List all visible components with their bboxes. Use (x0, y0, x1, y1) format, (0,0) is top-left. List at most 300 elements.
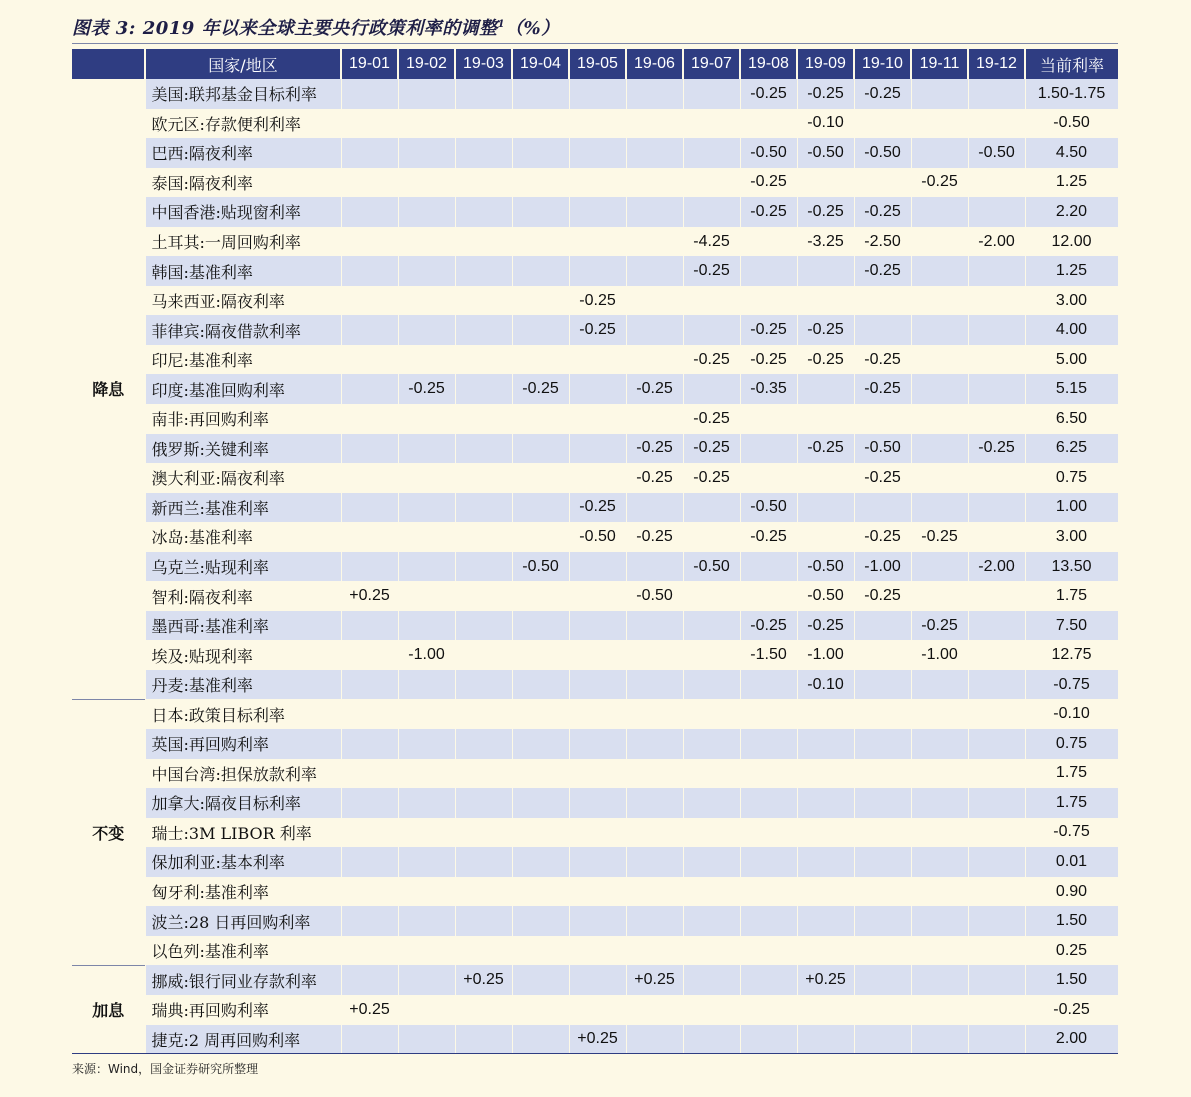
adjustment-cell (626, 227, 683, 257)
adjustment-cell (968, 906, 1025, 936)
adjustment-cell (341, 906, 398, 936)
rate-adjustment-table (72, 49, 1119, 1054)
adjustment-cell (341, 374, 398, 404)
adjustment-cell (626, 404, 683, 434)
adjustment-cell (512, 1025, 569, 1055)
adjustment-cell (398, 847, 455, 877)
adjustment-cell (569, 168, 626, 198)
adjustment-cell (626, 197, 683, 227)
current-rate-cell: 5.15 (1025, 374, 1118, 404)
adjustment-cell (911, 227, 968, 257)
adjustment-cell (569, 877, 626, 907)
adjustment-cell (455, 109, 512, 139)
adjustment-cell (911, 345, 968, 375)
adjustment-cell (797, 936, 854, 966)
adjustment-cell (455, 788, 512, 818)
adjustment-cell (455, 286, 512, 316)
adjustment-cell (569, 640, 626, 670)
adjustment-cell (569, 906, 626, 936)
adjustment-cell (512, 699, 569, 729)
adjustment-cell (740, 1025, 797, 1055)
adjustment-cell: -0.50 (797, 138, 854, 168)
current-rate-cell: 0.25 (1025, 936, 1118, 966)
figure-title-unit: （%） (505, 18, 560, 39)
current-rate-cell: 0.75 (1025, 463, 1118, 493)
adjustment-cell (968, 847, 1025, 877)
adjustment-cell (854, 906, 911, 936)
current-rate-cell: -0.25 (1025, 995, 1118, 1025)
country-rate-name: 挪威:银行同业存款利率 (145, 965, 341, 995)
adjustment-cell: -0.10 (797, 670, 854, 700)
table-row (72, 699, 1118, 729)
adjustment-cell (968, 168, 1025, 198)
adjustment-cell (911, 138, 968, 168)
adjustment-cell (569, 256, 626, 286)
current-rate-cell: 1.50 (1025, 965, 1118, 995)
adjustment-cell (455, 552, 512, 582)
table-row (72, 581, 1118, 611)
table-row (72, 286, 1118, 316)
adjustment-cell (911, 759, 968, 789)
adjustment-cell (569, 404, 626, 434)
adjustment-cell (512, 493, 569, 523)
adjustment-cell (740, 729, 797, 759)
adjustment-cell (740, 759, 797, 789)
current-rate-cell: 0.01 (1025, 847, 1118, 877)
adjustment-cell (683, 906, 740, 936)
header-country: 国家/地区 (145, 49, 341, 79)
adjustment-cell (341, 788, 398, 818)
adjustment-cell: -0.50 (626, 581, 683, 611)
adjustment-cell (911, 463, 968, 493)
adjustment-cell (911, 1025, 968, 1055)
adjustment-cell (911, 877, 968, 907)
adjustment-cell (968, 759, 1025, 789)
adjustment-cell (683, 699, 740, 729)
current-rate-cell: 2.20 (1025, 197, 1118, 227)
adjustment-cell (626, 670, 683, 700)
adjustment-cell (626, 493, 683, 523)
adjustment-cell (341, 109, 398, 139)
current-rate-cell: 1.50 (1025, 906, 1118, 936)
header-month: 19-07 (683, 49, 740, 79)
adjustment-cell (569, 197, 626, 227)
adjustment-cell (911, 404, 968, 434)
adjustment-cell: -1.00 (911, 640, 968, 670)
adjustment-cell (398, 877, 455, 907)
adjustment-cell (968, 640, 1025, 670)
header-group-spacer (72, 49, 145, 79)
group-label: 加息 (72, 965, 145, 1054)
country-rate-name: 瑞典:再回购利率 (145, 995, 341, 1025)
adjustment-cell (968, 374, 1025, 404)
country-rate-name: 匈牙利:基准利率 (145, 877, 341, 907)
adjustment-cell (626, 936, 683, 966)
table-row (72, 640, 1118, 670)
country-rate-name: 泰国:隔夜利率 (145, 168, 341, 198)
country-rate-name: 菲律宾:隔夜借款利率 (145, 315, 341, 345)
adjustment-cell (911, 847, 968, 877)
adjustment-cell (854, 286, 911, 316)
adjustment-cell (455, 670, 512, 700)
adjustment-cell (626, 611, 683, 641)
adjustment-cell (968, 345, 1025, 375)
current-rate-cell: 7.50 (1025, 611, 1118, 641)
adjustment-cell (683, 847, 740, 877)
adjustment-cell (683, 729, 740, 759)
adjustment-cell (626, 345, 683, 375)
adjustment-cell: -0.25 (683, 434, 740, 464)
adjustment-cell (455, 759, 512, 789)
current-rate-cell: -0.50 (1025, 109, 1118, 139)
adjustment-cell (911, 197, 968, 227)
adjustment-cell: -0.25 (797, 79, 854, 109)
adjustment-cell (512, 197, 569, 227)
adjustment-cell (854, 404, 911, 434)
adjustment-cell (968, 699, 1025, 729)
adjustment-cell (797, 374, 854, 404)
adjustment-cell (683, 79, 740, 109)
adjustment-cell (569, 374, 626, 404)
adjustment-cell (341, 227, 398, 257)
adjustment-cell: -0.25 (626, 434, 683, 464)
figure-title (72, 14, 560, 40)
adjustment-cell (740, 256, 797, 286)
adjustment-cell (797, 256, 854, 286)
adjustment-cell: -0.25 (569, 286, 626, 316)
country-rate-name: 墨西哥:基准利率 (145, 611, 341, 641)
adjustment-cell (968, 315, 1025, 345)
adjustment-cell (512, 936, 569, 966)
header-month: 19-05 (569, 49, 626, 79)
header-current-rate: 当前利率 (1025, 49, 1118, 79)
adjustment-cell: -0.25 (740, 79, 797, 109)
adjustment-cell (740, 227, 797, 257)
header-month: 19-09 (797, 49, 854, 79)
current-rate-cell: 0.75 (1025, 729, 1118, 759)
adjustment-cell: -0.25 (740, 522, 797, 552)
adjustment-cell (626, 552, 683, 582)
adjustment-cell (341, 345, 398, 375)
adjustment-cell (854, 877, 911, 907)
adjustment-cell (797, 404, 854, 434)
adjustment-cell (911, 699, 968, 729)
adjustment-cell (626, 788, 683, 818)
adjustment-cell (683, 788, 740, 818)
adjustment-cell: -0.25 (797, 315, 854, 345)
table-row (72, 552, 1118, 582)
adjustment-cell: -3.25 (797, 227, 854, 257)
adjustment-cell (455, 847, 512, 877)
adjustment-cell (512, 640, 569, 670)
adjustment-cell (569, 936, 626, 966)
adjustment-cell: -0.25 (797, 434, 854, 464)
adjustment-cell: -0.50 (740, 493, 797, 523)
adjustment-cell (455, 640, 512, 670)
adjustment-cell (740, 463, 797, 493)
adjustment-cell: -0.25 (512, 374, 569, 404)
adjustment-cell (512, 345, 569, 375)
adjustment-cell (683, 759, 740, 789)
current-rate-cell: 5.00 (1025, 345, 1118, 375)
adjustment-cell (398, 729, 455, 759)
adjustment-cell (455, 256, 512, 286)
adjustment-cell (683, 522, 740, 552)
adjustment-cell (797, 286, 854, 316)
adjustment-cell (626, 818, 683, 848)
adjustment-cell: +0.25 (341, 995, 398, 1025)
adjustment-cell (854, 640, 911, 670)
adjustment-cell (512, 522, 569, 552)
current-rate-cell: -0.75 (1025, 818, 1118, 848)
adjustment-cell (797, 522, 854, 552)
adjustment-cell: -0.25 (911, 522, 968, 552)
adjustment-cell (455, 522, 512, 552)
adjustment-cell (911, 670, 968, 700)
current-rate-cell: 12.00 (1025, 227, 1118, 257)
adjustment-cell (398, 345, 455, 375)
adjustment-cell (455, 434, 512, 464)
adjustment-cell (797, 995, 854, 1025)
adjustment-cell (569, 79, 626, 109)
adjustment-cell (455, 315, 512, 345)
current-rate-cell: 6.50 (1025, 404, 1118, 434)
adjustment-cell (797, 493, 854, 523)
adjustment-cell (398, 79, 455, 109)
table-body (72, 79, 1118, 1054)
adjustment-cell (341, 552, 398, 582)
adjustment-cell (854, 315, 911, 345)
adjustment-cell (455, 581, 512, 611)
adjustment-cell: -0.25 (854, 256, 911, 286)
adjustment-cell (683, 374, 740, 404)
adjustment-cell (797, 168, 854, 198)
adjustment-cell (854, 818, 911, 848)
adjustment-cell (854, 759, 911, 789)
adjustment-cell (626, 168, 683, 198)
adjustment-cell: -0.25 (797, 197, 854, 227)
table-row (72, 729, 1118, 759)
adjustment-cell (455, 374, 512, 404)
adjustment-cell (626, 729, 683, 759)
adjustment-cell (683, 995, 740, 1025)
country-rate-name: 新西兰:基准利率 (145, 493, 341, 523)
adjustment-cell (968, 256, 1025, 286)
adjustment-cell (341, 286, 398, 316)
adjustment-cell (398, 788, 455, 818)
adjustment-cell (740, 286, 797, 316)
adjustment-cell (455, 611, 512, 641)
country-rate-name: 韩国:基准利率 (145, 256, 341, 286)
current-rate-cell: 6.25 (1025, 434, 1118, 464)
adjustment-cell (626, 79, 683, 109)
header-month: 19-03 (455, 49, 512, 79)
adjustment-cell (968, 404, 1025, 434)
adjustment-cell (398, 286, 455, 316)
header-row (72, 49, 1118, 79)
adjustment-cell (626, 995, 683, 1025)
adjustment-cell (341, 138, 398, 168)
table-row (72, 138, 1118, 168)
adjustment-cell (854, 1025, 911, 1055)
country-rate-name: 印度:基准回购利率 (145, 374, 341, 404)
header-month: 19-06 (626, 49, 683, 79)
adjustment-cell: -0.25 (740, 315, 797, 345)
table-row (72, 434, 1118, 464)
adjustment-cell (854, 611, 911, 641)
adjustment-cell (854, 493, 911, 523)
country-rate-name: 美国:联邦基金目标利率 (145, 79, 341, 109)
adjustment-cell (455, 729, 512, 759)
country-rate-name: 埃及:贴现利率 (145, 640, 341, 670)
table-row (72, 995, 1118, 1025)
adjustment-cell (968, 670, 1025, 700)
adjustment-cell: -0.10 (797, 109, 854, 139)
adjustment-cell (455, 197, 512, 227)
adjustment-cell (455, 877, 512, 907)
adjustment-cell (341, 79, 398, 109)
country-rate-name: 冰岛:基准利率 (145, 522, 341, 552)
table-row (72, 315, 1118, 345)
adjustment-cell (626, 640, 683, 670)
figure-title-text: 图表 3: 2019 年以来全球主要央行政策利率的调整 (72, 18, 498, 39)
adjustment-cell (797, 463, 854, 493)
adjustment-cell (455, 995, 512, 1025)
adjustment-cell (512, 965, 569, 995)
adjustment-cell (683, 581, 740, 611)
table-bottom-rule (72, 1053, 1118, 1054)
adjustment-cell (911, 256, 968, 286)
country-rate-name: 加拿大:隔夜目标利率 (145, 788, 341, 818)
adjustment-cell: -0.25 (854, 374, 911, 404)
current-rate-cell: -0.75 (1025, 670, 1118, 700)
adjustment-cell (911, 729, 968, 759)
adjustment-cell (683, 1025, 740, 1055)
adjustment-cell (683, 197, 740, 227)
adjustment-cell (341, 936, 398, 966)
table-row (72, 374, 1118, 404)
adjustment-cell (398, 965, 455, 995)
adjustment-cell (911, 79, 968, 109)
country-rate-name: 俄罗斯:关键利率 (145, 434, 341, 464)
country-rate-name: 印尼:基准利率 (145, 345, 341, 375)
adjustment-cell (740, 670, 797, 700)
header-month: 19-08 (740, 49, 797, 79)
adjustment-cell (512, 847, 569, 877)
adjustment-cell (740, 581, 797, 611)
adjustment-cell (398, 906, 455, 936)
adjustment-cell (968, 877, 1025, 907)
adjustment-cell: -0.25 (854, 345, 911, 375)
adjustment-cell (512, 581, 569, 611)
adjustment-cell: -0.25 (740, 197, 797, 227)
adjustment-cell: -0.25 (683, 345, 740, 375)
adjustment-cell (398, 493, 455, 523)
adjustment-cell: -0.25 (683, 404, 740, 434)
current-rate-cell: 4.50 (1025, 138, 1118, 168)
adjustment-cell (854, 729, 911, 759)
adjustment-cell (626, 138, 683, 168)
table-row (72, 759, 1118, 789)
table-row (72, 79, 1118, 109)
adjustment-cell (968, 1025, 1025, 1055)
adjustment-cell (398, 995, 455, 1025)
adjustment-cell (569, 138, 626, 168)
adjustment-cell (569, 699, 626, 729)
adjustment-cell (740, 847, 797, 877)
adjustment-cell: +0.25 (455, 965, 512, 995)
adjustment-cell (968, 197, 1025, 227)
adjustment-cell (569, 434, 626, 464)
header-month: 19-10 (854, 49, 911, 79)
adjustment-cell (398, 1025, 455, 1055)
adjustment-cell (740, 434, 797, 464)
adjustment-cell: -0.25 (569, 315, 626, 345)
adjustment-cell (512, 463, 569, 493)
adjustment-cell (854, 699, 911, 729)
country-rate-name: 中国香港:贴现窗利率 (145, 197, 341, 227)
adjustment-cell (512, 611, 569, 641)
adjustment-cell (341, 640, 398, 670)
table-row (72, 256, 1118, 286)
adjustment-cell (683, 965, 740, 995)
table-row (72, 788, 1118, 818)
country-rate-name: 英国:再回购利率 (145, 729, 341, 759)
table-row (72, 906, 1118, 936)
adjustment-cell (968, 995, 1025, 1025)
adjustment-cell (626, 877, 683, 907)
adjustment-cell: -0.25 (626, 522, 683, 552)
adjustment-cell: -0.25 (854, 522, 911, 552)
adjustment-cell (797, 788, 854, 818)
current-rate-cell: 1.00 (1025, 493, 1118, 523)
adjustment-cell (911, 315, 968, 345)
adjustment-cell (398, 699, 455, 729)
country-rate-name: 南非:再回购利率 (145, 404, 341, 434)
adjustment-cell (512, 877, 569, 907)
adjustment-cell: -0.25 (569, 493, 626, 523)
adjustment-cell (512, 227, 569, 257)
adjustment-cell (797, 847, 854, 877)
adjustment-cell (683, 818, 740, 848)
adjustment-cell: -0.25 (968, 434, 1025, 464)
adjustment-cell (911, 434, 968, 464)
table-row (72, 345, 1118, 375)
country-rate-name: 波兰:28 日再回购利率 (145, 906, 341, 936)
adjustment-cell (626, 847, 683, 877)
adjustment-cell (455, 493, 512, 523)
adjustment-cell (512, 670, 569, 700)
table-row (72, 965, 1118, 995)
adjustment-cell (968, 581, 1025, 611)
adjustment-cell: -0.50 (854, 138, 911, 168)
table-row (72, 936, 1118, 966)
adjustment-cell: -0.35 (740, 374, 797, 404)
adjustment-cell (683, 286, 740, 316)
adjustment-cell (854, 936, 911, 966)
adjustment-cell (683, 138, 740, 168)
table-row (72, 197, 1118, 227)
adjustment-cell (569, 345, 626, 375)
current-rate-cell: 1.75 (1025, 759, 1118, 789)
country-rate-name: 乌克兰:贴现利率 (145, 552, 341, 582)
adjustment-cell (398, 581, 455, 611)
country-rate-name: 丹麦:基准利率 (145, 670, 341, 700)
adjustment-cell: -0.25 (626, 374, 683, 404)
adjustment-cell (341, 847, 398, 877)
adjustment-cell (455, 1025, 512, 1055)
adjustment-cell: -0.50 (740, 138, 797, 168)
